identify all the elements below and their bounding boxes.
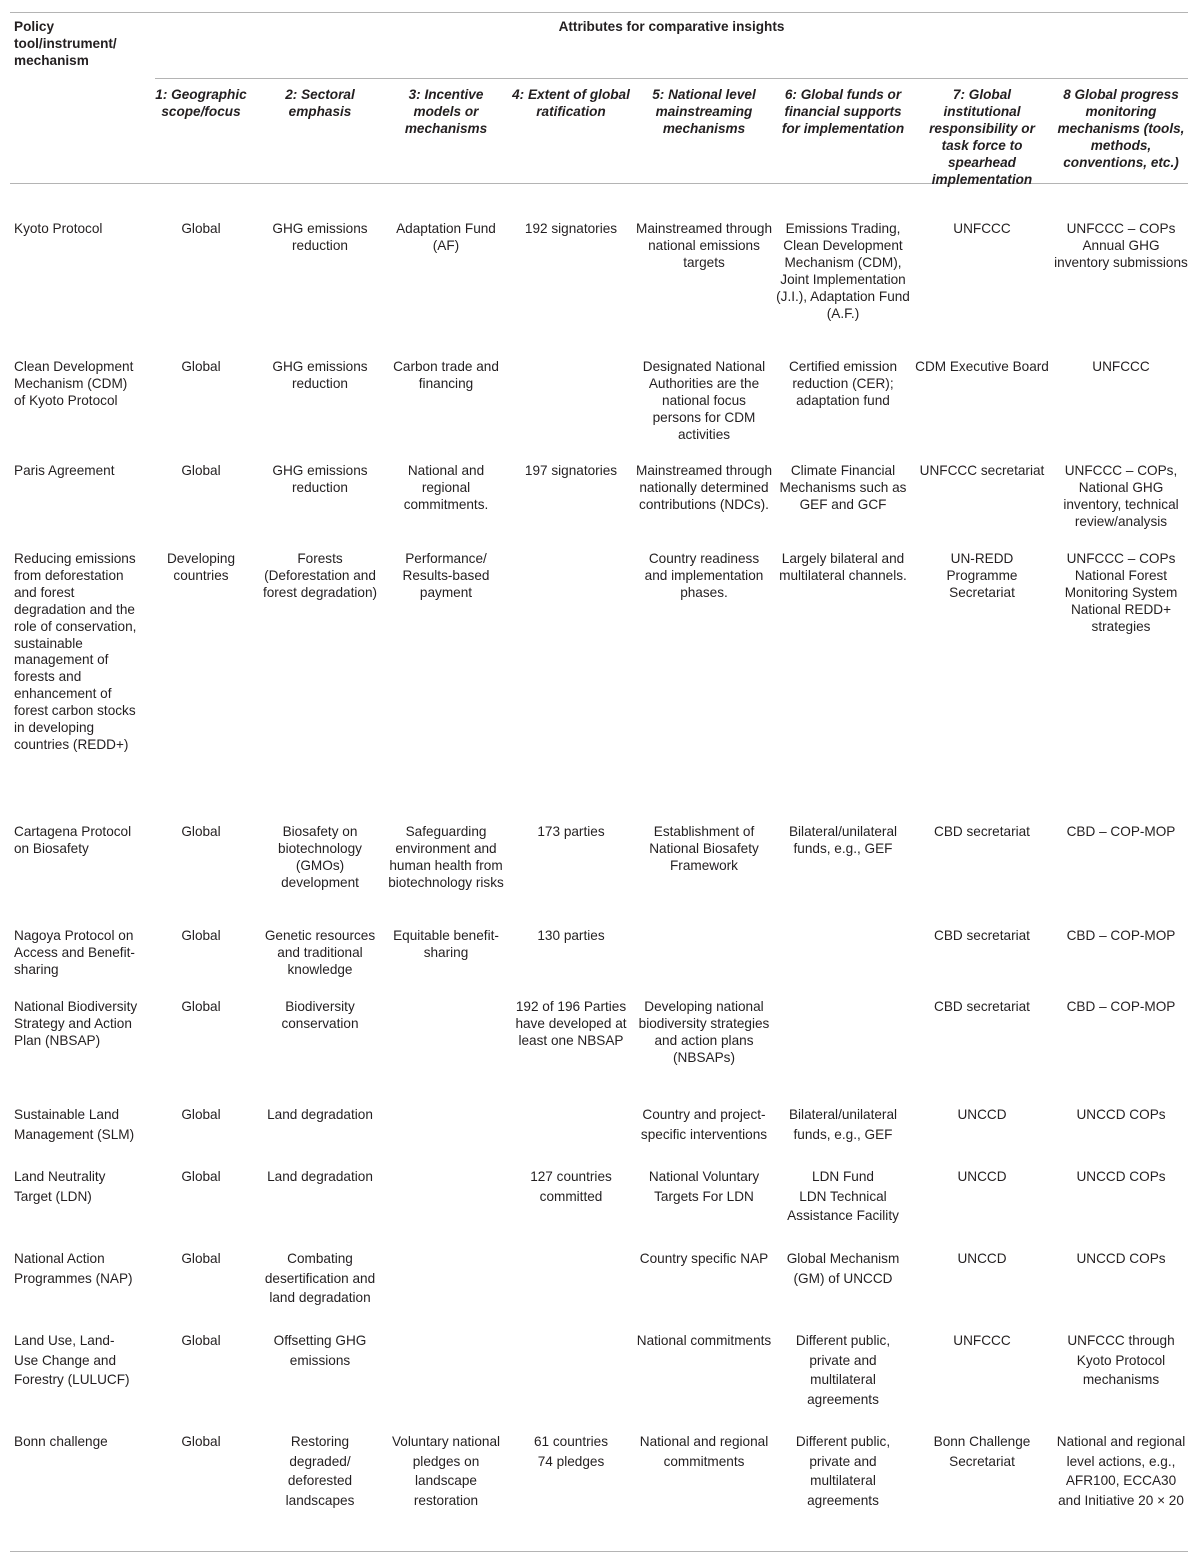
- cell-policy: Land Neutrality Target (LDN): [14, 1169, 106, 1204]
- cell-policy: Bonn challenge: [14, 1434, 108, 1449]
- cell-sector: GHG emissions reduction: [272, 463, 368, 495]
- cell-monitoring: CBD – COP-MOP: [1066, 999, 1176, 1014]
- cell-institution: Bonn Challenge Secretariat: [933, 1434, 1031, 1469]
- cell-sector: Forests (Deforestation and forest degradation): [262, 551, 378, 600]
- cell-funds: Climate Financial Mechanisms such as GEF and GCF: [779, 463, 907, 512]
- cell-sector: GHG emissions reduction: [272, 359, 368, 391]
- cell-policy: Kyoto Protocol: [14, 221, 103, 236]
- cell-ratification: 192 signatories: [524, 221, 618, 236]
- cell-institution: UNCCD: [957, 1251, 1007, 1266]
- bottom-rule: [10, 1551, 1188, 1552]
- col-header-7: 7: Global institutional responsibility or task force to spearhead implementation: [929, 87, 1035, 187]
- cell-monitoring: UNFCCC – COPs, National GHG inventory, technical review/analysis: [1063, 463, 1179, 529]
- cell-sector: Biosafety on biotechnology (GMOs) development: [278, 824, 362, 890]
- cell-incentive: Performance/ Results-based payment: [402, 551, 490, 600]
- cell-funds: Certified emission reduction (CER); adaptation fund: [788, 359, 898, 408]
- cell-mainstreaming: Country and project-specific interventions: [640, 1107, 768, 1142]
- cell-scope: Global: [181, 1434, 221, 1449]
- cell-sector: Genetic resources and traditional knowledge: [264, 928, 376, 977]
- cell-incentive: Safeguarding environment and human health from biotechnology risks: [388, 824, 504, 890]
- policy-column-header: Policy tool/instrument/ mechanism: [14, 19, 117, 68]
- cell-institution: UNCCD: [957, 1169, 1007, 1184]
- cell-funds: Bilateral/unilateral funds, e.g., GEF: [788, 1107, 898, 1142]
- cell-monitoring: UNCCD COPs: [1076, 1251, 1166, 1266]
- cell-monitoring: UNFCCC: [1092, 359, 1150, 374]
- cell-institution: CBD secretariat: [934, 928, 1030, 943]
- cell-funds: Different public, private and multilateral agreements: [795, 1333, 891, 1407]
- cell-policy: Paris Agreement: [14, 463, 115, 478]
- cell-policy: Reducing emissions from deforestation and forest degradation and the role of conservation, sustainable management of forests and enhancement of forest carbon stocks in developing countries (REDD+): [14, 551, 137, 752]
- cell-funds: Global Mechanism (GM) of UNCCD: [786, 1251, 900, 1286]
- cell-scope: Global: [181, 359, 221, 374]
- cell-ratification: 61 countries 74 pledges: [533, 1434, 609, 1469]
- col-header-1: 1: Geographic scope/focus: [155, 87, 247, 119]
- cell-sector: Land degradation: [267, 1107, 373, 1122]
- attributes-header: Attributes for comparative insights: [558, 19, 785, 34]
- cell-ratification: 192 of 196 Parties have developed at least one NBSAP: [515, 999, 627, 1048]
- cell-incentive: Voluntary national pledges on landscape restoration: [391, 1434, 501, 1508]
- cell-monitoring: UNFCCC through Kyoto Protocol mechanisms: [1067, 1333, 1175, 1388]
- cell-scope: Global: [181, 928, 221, 943]
- cell-sector: Biodiversity conservation: [281, 999, 359, 1031]
- cell-incentive: Carbon trade and financing: [393, 359, 499, 391]
- col-header-8: 8 Global progress monitoring mechanisms (tools, methods, conventions, etc.): [1057, 87, 1185, 170]
- cell-ratification: 197 signatories: [524, 463, 618, 478]
- cell-sector: Combating desertification and land degradation: [264, 1251, 376, 1306]
- cell-sector: Restoring degraded/ deforested landscapes: [285, 1434, 355, 1508]
- cell-mainstreaming: National Voluntary Targets For LDN: [648, 1169, 760, 1204]
- col-header-6: 6: Global funds or financial supports for implementation: [781, 87, 905, 136]
- cell-institution: UNCCD: [957, 1107, 1007, 1122]
- cell-policy: Nagoya Protocol on Access and Benefit-sharing: [14, 928, 135, 977]
- col-header-4: 4: Extent of global ratification: [512, 87, 630, 119]
- cell-scope: Global: [181, 1169, 221, 1184]
- cell-scope: Global: [181, 221, 221, 236]
- col-header-2: 2: Sectoral emphasis: [285, 87, 355, 119]
- cell-scope: Global: [181, 999, 221, 1014]
- cell-institution: CDM Executive Board: [915, 359, 1049, 374]
- cell-incentive: National and regional commitments.: [403, 463, 489, 512]
- cell-institution: CBD secretariat: [934, 824, 1030, 839]
- cell-ratification: 173 parties: [537, 824, 605, 839]
- cell-funds: Different public, private and multilateral agreements: [795, 1434, 891, 1508]
- cell-scope: Global: [181, 1251, 221, 1266]
- cell-ratification: 127 countries committed: [530, 1169, 612, 1204]
- cell-policy: Cartagena Protocol on Biosafety: [14, 824, 132, 856]
- cell-institution: UNFCCC secretariat: [919, 463, 1045, 478]
- cell-policy: Sustainable Land Management (SLM): [14, 1107, 135, 1142]
- cell-institution: UNFCCC: [953, 1333, 1011, 1348]
- cell-sector: Land degradation: [267, 1169, 373, 1184]
- cell-funds: Emissions Trading, Clean Development Mechanism (CDM), Joint Implementation (J.I.), Adaptation Fund (A.F.): [776, 221, 910, 321]
- cell-funds: LDN Fund LDN Technical Assistance Facility: [787, 1169, 899, 1224]
- cell-monitoring: UNFCCC – COPs National Forest Monitoring System National REDD+ strategies: [1064, 551, 1178, 634]
- cell-monitoring: National and regional level actions, e.g., AFR100, ECCA30 and Initiative 20 × 20: [1056, 1434, 1186, 1508]
- cell-institution: UN-REDD Programme Secretariat: [946, 551, 1018, 600]
- cell-mainstreaming: Mainstreamed through national emissions targets: [636, 221, 773, 270]
- cell-mainstreaming: Country specific NAP: [639, 1251, 769, 1266]
- cell-mainstreaming: Designated National Authorities are the national focus persons for CDM activities: [642, 359, 766, 442]
- cell-mainstreaming: Country readiness and implementation phases.: [644, 551, 764, 600]
- cell-monitoring: UNCCD COPs: [1076, 1107, 1166, 1122]
- cell-monitoring: CBD – COP-MOP: [1066, 824, 1176, 839]
- cell-mainstreaming: National and regional commitments: [639, 1434, 769, 1469]
- cell-institution: CBD secretariat: [934, 999, 1030, 1014]
- cell-funds: Bilateral/unilateral funds, e.g., GEF: [788, 824, 898, 856]
- cell-mainstreaming: National commitments: [636, 1333, 772, 1348]
- cell-mainstreaming: Mainstreamed through nationally determined contributions (NDCs).: [636, 463, 773, 512]
- cell-scope: Global: [181, 824, 221, 839]
- cell-scope: Global: [181, 1107, 221, 1122]
- cell-monitoring: CBD – COP-MOP: [1066, 928, 1176, 943]
- cell-policy: Clean Development Mechanism (CDM) of Kyoto Protocol: [14, 359, 134, 408]
- cell-institution: UNFCCC: [953, 221, 1011, 236]
- cell-scope: Global: [181, 1333, 221, 1348]
- cell-policy: Land Use, Land-Use Change and Forestry (LULUCF): [14, 1333, 130, 1388]
- cell-funds: Largely bilateral and multilateral channels.: [779, 551, 907, 583]
- top-rule: [10, 12, 1188, 13]
- cell-incentive: Equitable benefit-sharing: [393, 928, 499, 960]
- col-header-5: 5: National level mainstreaming mechanisms: [652, 87, 756, 136]
- cell-mainstreaming: Establishment of National Biosafety Framework: [649, 824, 759, 873]
- col-header-3: 3: Incentive models or mechanisms: [404, 87, 488, 136]
- attributes-rule: [155, 78, 1188, 79]
- cell-ratification: 130 parties: [537, 928, 605, 943]
- cell-mainstreaming: Developing national biodiversity strategies and action plans (NBSAPs): [638, 999, 770, 1065]
- cell-scope: Global: [181, 463, 221, 478]
- cell-policy: National Biodiversity Strategy and Action Plan (NBSAP): [14, 999, 138, 1048]
- cell-monitoring: UNFCCC – COPs Annual GHG inventory submissions: [1054, 221, 1188, 270]
- cell-incentive: Adaptation Fund (AF): [396, 221, 496, 253]
- cell-scope: Developing countries: [166, 551, 235, 583]
- cell-policy: National Action Programmes (NAP): [14, 1251, 133, 1286]
- cell-monitoring: UNCCD COPs: [1076, 1169, 1166, 1184]
- cell-sector: GHG emissions reduction: [272, 221, 368, 253]
- cell-sector: Offsetting GHG emissions: [273, 1333, 367, 1368]
